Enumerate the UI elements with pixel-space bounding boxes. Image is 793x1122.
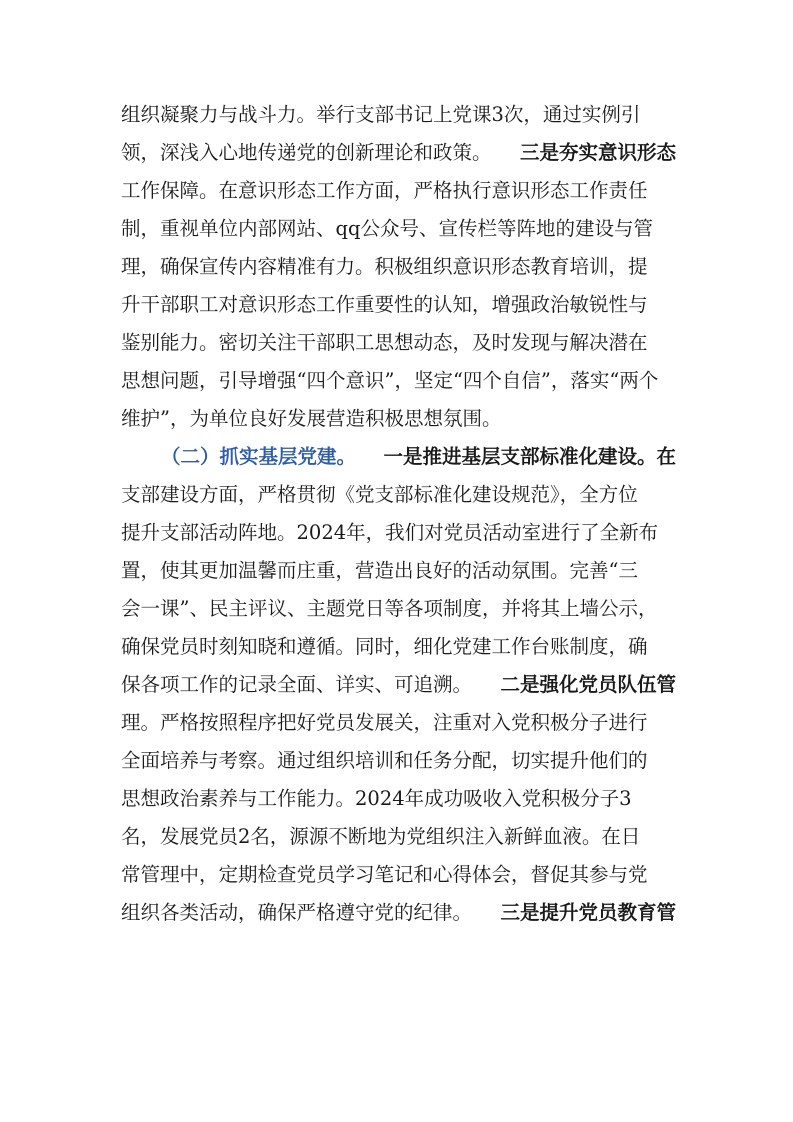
- text-run: 名，发展党员2名，源源不断地为党组织注入新鲜血液。在日: [121, 825, 641, 848]
- text-line: [161, 438, 676, 476]
- text-line: [121, 248, 676, 286]
- text-run: 工作保障。在意识形态工作方面，严格执行意识形态工作责任: [121, 179, 648, 202]
- text-run: 确保党员时刻知晓和遵循。同时，细化党建工作台账制度，确: [121, 635, 648, 658]
- text-run: 组织各类活动，确保严格遵守党的纪律。: [121, 901, 473, 924]
- text-run: 维护”，为单位良好发展营造积极思想氛围。: [121, 407, 502, 430]
- text-run: 会一课”、民主评议、主题党日等各项制度，并将其上墙公示，: [121, 597, 658, 620]
- text-line: [121, 514, 676, 552]
- text-line: [121, 172, 676, 210]
- text-line: [121, 628, 676, 666]
- text-run: 提升支部活动阵地。2024年，我们对党员活动室进行了全新布: [121, 521, 659, 544]
- text-line: [121, 666, 676, 704]
- text-line: [121, 324, 676, 362]
- text-run: 理。严格按照程序把好党员发展关，注重对入党积极分子进行: [121, 711, 648, 734]
- text-run: 理，确保宣传内容精准有力。积极组织意识形态教育培训，提: [121, 255, 648, 278]
- text-run: 常管理中，定期检查党员学习笔记和心得体会，督促其参与党: [121, 863, 648, 886]
- text-line: [121, 818, 676, 856]
- text-line: [121, 742, 676, 780]
- bold-lead: 三是提升党员教育管: [500, 901, 676, 924]
- text-line: [121, 780, 676, 818]
- text-run: 思想政治素养与工作能力。2024年成功吸收入党积极分子3: [121, 787, 632, 810]
- text-run: 置，使其更加温馨而庄重，营造出良好的活动氛围。完善“三: [121, 559, 638, 582]
- text-line: [121, 704, 676, 742]
- text-run: 鉴别能力。密切关注干部职工思想动态，及时发现与解决潜在: [121, 331, 648, 354]
- bold-lead: 一是推进基层支部标准化建设。在: [383, 445, 676, 468]
- text-line: [121, 210, 676, 248]
- text-run: 支部建设方面，严格贯彻《党支部标准化建设规范》，全方位: [121, 483, 638, 506]
- text-line: [121, 894, 676, 932]
- text-line: [121, 400, 501, 438]
- text-run: 制，重视单位内部网站、qq公众号、宣传栏等阵地的建设与管: [121, 217, 653, 240]
- text-run: 思想问题，引导增强“四个意识”，坚定“四个自信”，落实“两个: [121, 369, 659, 392]
- text-run: 升干部职工对意识形态工作重要性的认知，增强政治敏锐性与: [121, 293, 648, 316]
- text-line: [121, 476, 676, 514]
- text-line: [121, 362, 676, 400]
- text-line: [121, 286, 676, 324]
- section-heading: （二）抓实基层党建。: [161, 445, 357, 468]
- text-run: 领，深浅入心地传递党的创新理论和政策。: [121, 141, 492, 164]
- text-run: 保各项工作的记录全面、详实、可追溯。: [121, 673, 473, 696]
- bold-lead: 三是夯实意识形态: [519, 141, 676, 164]
- text-line: [121, 590, 676, 628]
- text-line: [121, 96, 676, 134]
- text-run: 组织凝聚力与战斗力。举行支部书记上党课3次，通过实例引: [121, 103, 641, 126]
- text-line: [121, 134, 676, 172]
- bold-lead: 二是强化党员队伍管: [500, 673, 676, 696]
- text-line: [121, 856, 676, 894]
- text-line: [121, 552, 676, 590]
- text-run: 全面培养与考察。通过组织培训和任务分配，切实提升他们的: [121, 749, 648, 772]
